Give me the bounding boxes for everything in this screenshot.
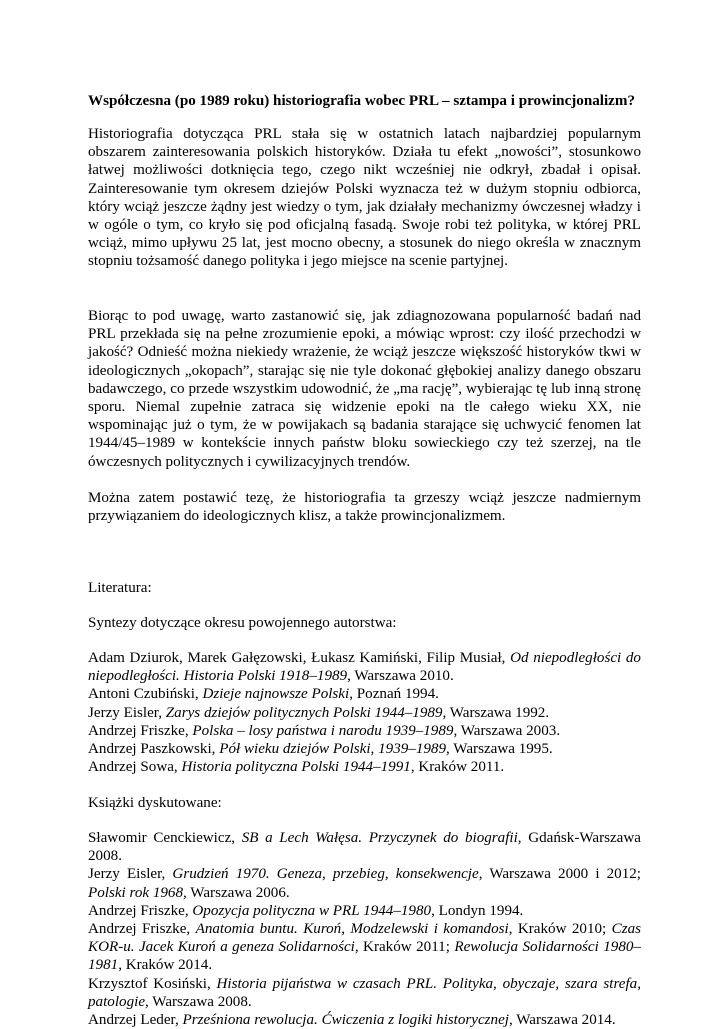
book-entry: Andrzej Leder, Prześniona rewolucja. Ćwiczenia z logiki historycznej, Warszawa 2014. (88, 1012, 616, 1029)
synthesis-entry: Jerzy Eisler, Zarys dziejów politycznych Polski 1944–1989, Warszawa 1992. (88, 704, 550, 721)
paragraph-2: Biorąc to pod uwagę, warto zastanowić się, jak zdiagnozowana popularność badań nad PRL przekłada się na pełne zrozumienie epoki, a mówiąc wprost: czy ilość przechodzi w jakość? Odnieść można niekiedy wrażenie, że wciąż jeszcze większość historyków tkwi w ideologicznych „okopach”, starając się nie tyle dokonać głębokiej analizy danego obszaru badawczego, co przede wszystkim udowodnić, że „ma rację”, wybierając tę lub inną stronę sporu. Niemal zupełnie zatraca się widzenie epoki na tle całego wieku XX, nie wspominając już o tym, że w powijakach są badania starające się uchwycić fenomen lat 1944/45–1989 w kontekście innych państw bloku sowieckiego czy też szerzej, na tle ówczesnych politycznych i cywilizacyjnych trendów. (88, 308, 641, 470)
book-entry: Sławomir Cenckiewicz, SB a Lech Wałęsa. Przyczynek do biografii, Gdańsk-Warszawa 2008. (88, 830, 641, 865)
book-entry: Andrzej Friszke, Opozycja polityczna w PRL 1944–1980, Londyn 1994. (88, 902, 524, 919)
literature-heading: Literatura: (88, 580, 152, 596)
book-entry: Krzysztof Kosiński, Historia pijaństwa w czasach PRL. Polityka, obyczaje, szara strefa, patologie, Warszawa 2008. (88, 975, 641, 1010)
book-entry: Jerzy Eisler, Grudzień 1970. Geneza, przebieg, konsekwencje, Warszawa 2000 i 2012; Polski rok 1968, Warszawa 2006. (88, 866, 641, 901)
synthesis-entry: Andrzej Sowa, Historia polityczna Polski 1944–1991, Kraków 2011. (88, 759, 505, 776)
books-list (88, 829, 641, 1029)
book-entry: Andrzej Friszke, Anatomia buntu. Kuroń, Modzelewski i komandosi, Kraków 2010; Czas KOR-u. Jacek Kuroń a geneza Solidarności, Kraków 2011; Rewolucja Solidarności 1980–1981, Kraków 2014. (88, 921, 641, 974)
syntheses-list (88, 649, 641, 776)
synthesis-entry: Andrzej Friszke, Polska – losy państwa i narodu 1939–1989, Warszawa 2003. (88, 722, 561, 739)
synthesis-entry: Adam Dziurok, Marek Gałęzowski, Łukasz Kamiński, Filip Musiał, Od niepodległości do niepodległości. Historia Polski 1918–1989, Warszawa 2010. (88, 650, 641, 685)
paragraph-3: Można zatem postawić tezę, że historiografia ta grzeszy wciąż jeszcze nadmiernym przywiązaniem do ideologicznych klisz, a także prowincjonalizmem. (88, 490, 641, 525)
syntheses-heading: Syntezy dotyczące okresu powojennego autorstwa: (88, 615, 397, 631)
document-title: Współczesna (po 1989 roku) historiografia wobec PRL – sztampa i prowincjonalizm? (88, 93, 636, 109)
books-heading: Książki dyskutowane: (88, 795, 222, 811)
synthesis-entry: Andrzej Paszkowski, Pół wieku dziejów Polski, 1939–1989, Warszawa 1995. (88, 741, 553, 758)
synthesis-entry: Antoni Czubiński, Dzieje najnowsze Polski, Poznań 1994. (88, 686, 439, 703)
paragraph-1: Historiografia dotycząca PRL stała się w ostatnich latach najbardziej popularnym obszarem zainteresowania polskich historyków. Działa tu efekt „nowości”, stosunkowo łatwej możliwości dotknięcia tego, czego nikt wcześniej nie odkrył, zbadał i opisał. Zainteresowanie tym okresem dziejów Polski wyznacza też w dużym stopniu odbiorca, który wciąż jeszcze żądny jest wiedzy o tym, jak działały mechanizmy ówczesnej władzy i w ogóle o tym, co kryło się pod oficjalną fasadą. Swoje robi też polityka, w której PRL wciąż, mimo upływu 25 lat, jest mocno obecny, a stosunek do niego określa w znacznym stopniu tożsamość danego polityka i jego miejsce na scenie partyjnej. (88, 126, 641, 270)
